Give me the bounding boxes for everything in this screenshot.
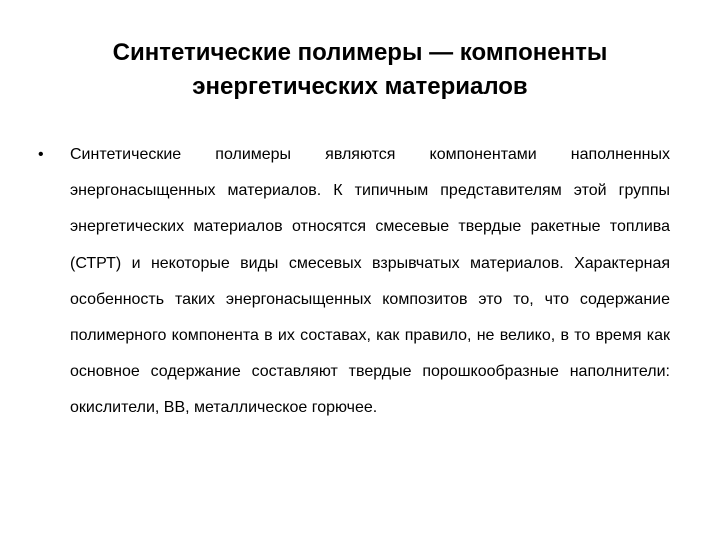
title-line-2: энергетических материалов xyxy=(192,73,528,100)
slide-title xyxy=(60,36,660,104)
bullet-marker: • xyxy=(38,146,44,163)
title-line-1: Синтетические полимеры — компоненты xyxy=(112,39,608,66)
bullet-list xyxy=(38,137,670,427)
bullet-item xyxy=(38,137,670,427)
bullet-text: Синтетические полимеры являются компонентами наполненных энергонасыщенных материалов. К типичным представителям этой группы энергетических материалов относятся смесевые твердые ракетные топлива (СТРТ) и некоторые виды смесевых взрывчатых материалов. Характерная особенность таких энергонасыщенных композитов это то, что содержание полимерного компонента в их составах, как правило, не велико, в то время как основное содержание составляют твердые порошкообразные наполнители: окислители, ВВ, металлическое горючее. xyxy=(70,146,670,417)
